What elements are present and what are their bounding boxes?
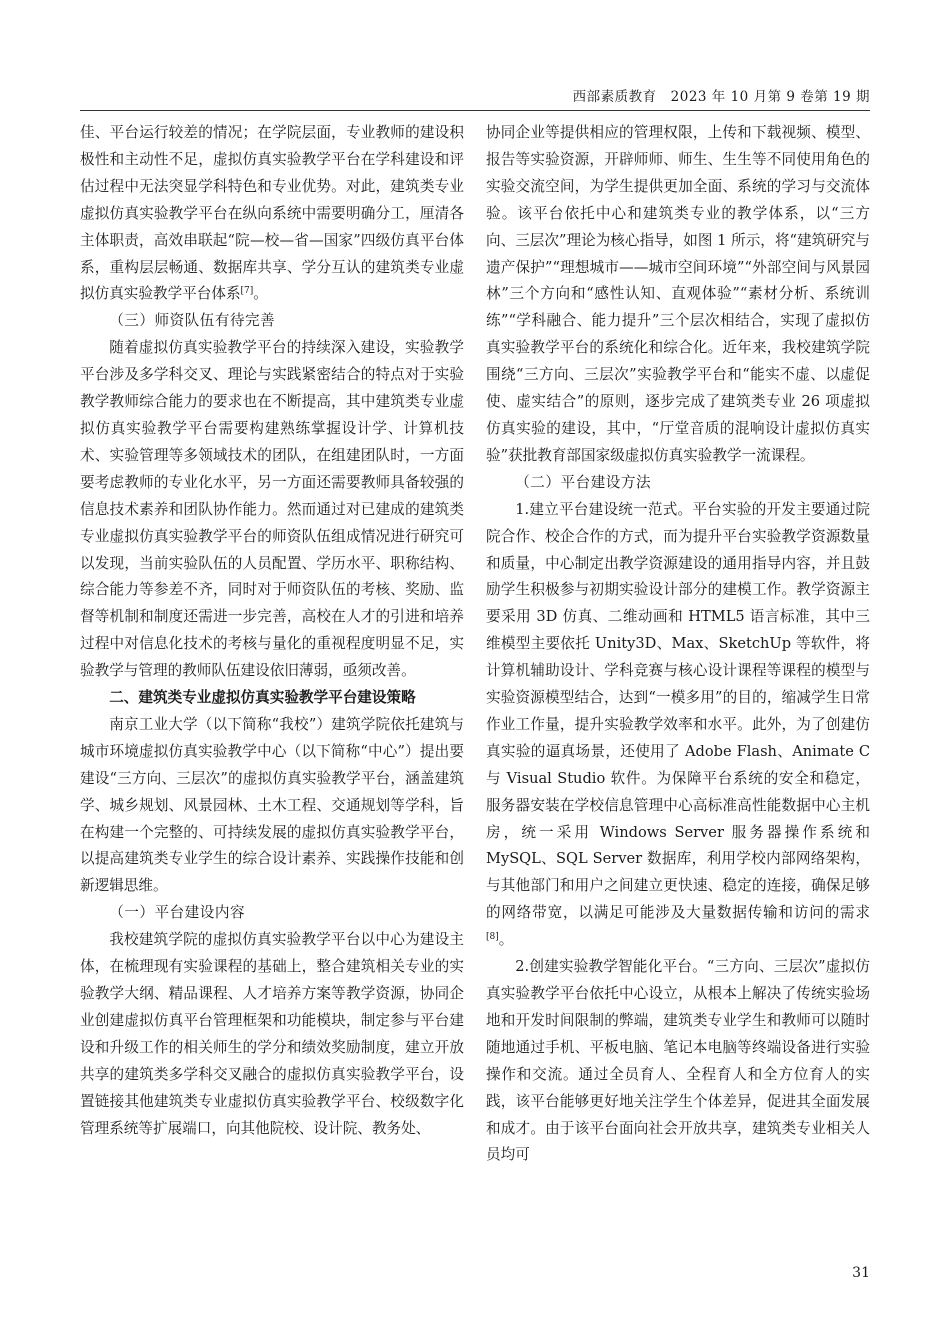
paragraph: 1.建立平台建设统一范式。平台实验的开发主要通过院院合作、校企合作的方式，而为提升平台实验教学资源数量和质量，中心制定出教学资源建设的通用指导内容，并且鼓励学生积极参与初期实验设计部分的建模工作。教学资源主要采用 3D 仿真、二维动画和 HTML5 语言标准，其中三维模型主要依托 Unity3D、Max、SketchUp 等软件，将计算机辅助设计、学科竞赛与核心设计课程等课程的模型与实验资源模型结合，达到“一模多用”的目的，缩减学生日常作业工作量，提升实验教学效率和水平。此外，为了创建仿真实验的逼真场景，还使用了 Adobe Flash、Animate C 与 Visual Studio 软件。为保障平台系统的安全和稳定，服务器安装在学校信息管理中心高标准高性能数据中心主机房，统一采用 Windows Server 服务器操作系统和 MySQL、SQL Server 数据库，利用学校内部网络架构，与其他部门和用户之间建立更快速、稳定的连接，确保足够的网络带宽，以满足可能涉及大量数据传输和访问的需求[8]。 — [486, 500, 870, 949]
subsection-heading: （二）平台建设方法 — [515, 473, 652, 491]
right-column — [486, 120, 870, 1169]
paragraph-continued: 佳、平台运行较差的情况；在学院层面，专业教师的建设积极性和主动性不足，虚拟仿真实验教学平台在学科建设和评估过程中无法突显学科特色和专业优势。对此，建筑类专业虚拟仿真实验教学平台在纵向系统中需要明确分工，厘清各主体职责，高效串联起“院—校—省—国家”四级仿真平台体系，重构层层畅通、数据库共享、学分互认的建筑类专业虚拟仿真实验教学平台体系[7]。 — [80, 124, 464, 303]
section-heading: 二、建筑类专业虚拟仿真实验教学平台建设策略 — [109, 689, 416, 707]
paragraph-continued: 协同企业等提供相应的管理权限，上传和下载视频、模型、报告等实验资源，开辟师师、师生、生生等不同使用角色的实验交流空间，为学生提供更加全面、系统的学习与交流体验。该平台依托中心和建筑类专业的教学体系，以“三方向、三层次”理论为核心指导，如图 1 所示，将“建筑研究与遗产保护”“理想城市——城市空间环境”“外部空间与风景园林”三个方向和“感性认知、直观体验”“素材分析、系统训练”“学科融合、能力提升”三个层次相结合，实现了虚拟仿真实验教学平台的系统化和综合化。近年来，我校建筑学院围绕“三方向、三层次”实验教学平台和“能实不虚、以虚促使、虚实结合”的原则，逐步完成了建筑类专业 26 项虚拟仿真实验的建设，其中，“厅堂音质的混响设计虚拟仿真实验”获批教育部国家级虚拟仿真实验教学一流课程。 — [486, 124, 870, 464]
journal-info: 西部素质教育 2023 年 10 月第 9 卷第 19 期 — [572, 89, 870, 105]
citation-ref: [8] — [486, 932, 499, 943]
paragraph: 随着虚拟仿真实验教学平台的持续深入建设，实验教学平台涉及多学科交叉、理论与实践紧密结合的特点对于实验教学教师综合能力的要求也在不断提高，其中建筑类专业虚拟仿真实验教学平台需要构建熟练掌握设计学、计算机技术、实验管理等多领域技术的团队，在组建团队时，一方面要考虑教师的专业化水平，另一方面还需要教师具备较强的信息技术素养和团队协作能力。然而通过对已建成的建筑类专业虚拟仿真实验教学平台的师资队伍组成情况进行研究可以发现，当前实验队伍的人员配置、学历水平、职称结构、综合能力等参差不齐，同时对于师资队伍的考核、奖励、监督等机制和制度还需进一步完善，高校在人才的引进和培养过程中对信息化技术的考核与量化的重视程度明显不足，实验教学与管理的教师队伍建设依旧薄弱，亟须改善。 — [80, 339, 464, 680]
paragraph: 南京工业大学（以下简称“我校”）建筑学院依托建筑与城市环境虚拟仿真实验教学中心（以下简称“中心”）提出要建设“三方向、三层次”的虚拟仿真实验教学平台，涵盖建筑学、城乡规划、风景园林、土木工程、交通规划等学科，旨在构建一个完整的、可持续发展的虚拟仿真实验教学平台，以提高建筑类专业学生的综合设计素养、实践操作技能和创新逻辑思维。 — [80, 715, 464, 895]
paragraph: 2.创建实验教学智能化平台。“三方向、三层次”虚拟仿真实验教学平台依托中心设立，从根本上解决了传统实验场地和开发时间限制的弊端，建筑类专业学生和教师可以随时随地通过手机、平板电脑、笔记本电脑等终端设备进行实验操作和交流。通过全员育人、全程育人和全方位育人的实践，该平台能够更好地关注学生个体差异，促进其全面发展和成才。由于该平台面向社会开放共享，建筑类专业相关人员均可 — [486, 958, 870, 1164]
citation-ref: [7] — [240, 286, 254, 297]
paragraph: 我校建筑学院的虚拟仿真实验教学平台以中心为建设主体，在梳理现有实验课程的基础上，整合建筑相关专业的实验教学大纲、精品课程、人才培养方案等教学资源，协同企业创建虚拟仿真平台管理框架和功能模块，制定参与平台建设和升级工作的相关师生的学分和绩效奖励制度，建立开放共享的建筑类多学科交叉融合的虚拟仿真实验教学平台，设置链接其他建筑类专业虚拟仿真实验教学平台、校级数字化管理系统等扩展端口，向其他院校、设计院、教务处、 — [80, 931, 464, 1137]
left-column — [80, 120, 464, 1142]
subsection-heading: （一）平台建设内容 — [109, 904, 246, 922]
page-number: 31 — [852, 1265, 870, 1281]
subsection-heading: （三）师资队伍有待完善 — [109, 312, 276, 330]
running-header — [80, 82, 870, 111]
